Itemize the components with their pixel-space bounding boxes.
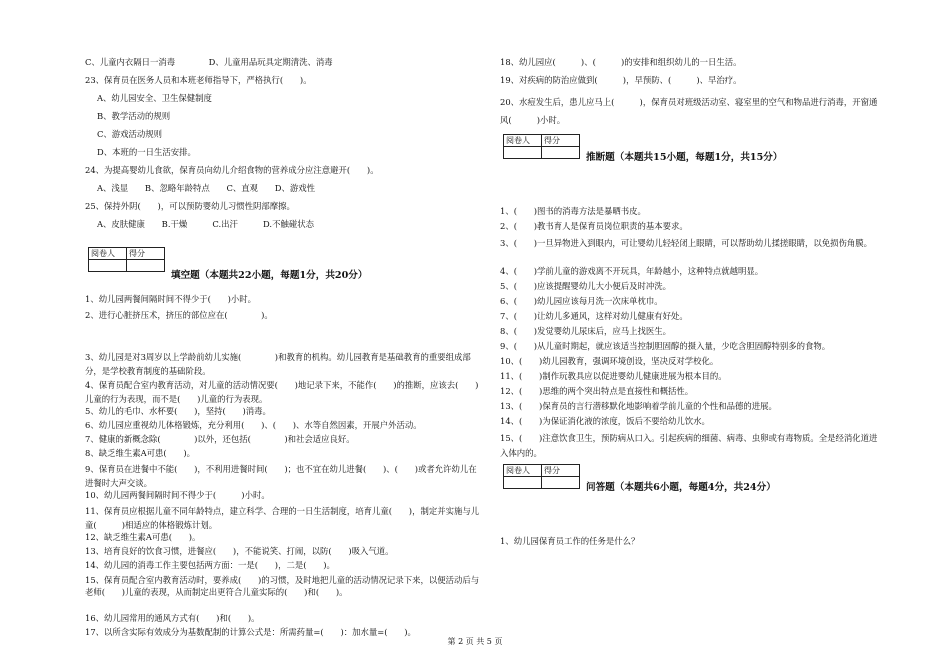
score-cell[interactable] [542,477,580,489]
judgment-item: 3、( )一旦异物进入到眼内，可让婴幼儿轻轻闭上眼睛，可以帮助幼儿揉搓眼睛，以免损伤角膜。 [500,238,872,248]
score-box [88,247,165,272]
judgment-item: 15、( )注意饮食卫生，预防病从口入。引起疾病的细菌、病毒、虫卵或有毒物质。全是经消化道进入体内的。 [500,433,878,458]
judgment-item: 5、( )应该提醒婴幼儿大小便后及时冲洗。 [500,281,671,291]
score-label: 得分 [542,135,580,147]
score-label: 得分 [542,465,580,477]
fill-in-item: 12、缺乏维生素A可患( )。 [85,532,201,542]
question-option-line: C、儿童内衣隔日一消毒 D、儿童用品玩具定期清洗、消毒 [85,57,333,67]
question-option-line: A、皮肤健康 B.干燥 C.出汗 D.不触碰状态 [97,219,314,229]
reviewer-cell[interactable] [504,477,542,489]
judgment-item: 4、( )学前儿童的游戏离不开玩具，年龄越小，这种特点就越明显。 [500,266,764,276]
score-box [503,134,580,159]
fill-in-item: 11、保育员应根据儿童不同年龄特点，建立科学、合理的一日生活制度，培育儿童( )，制定并实施与儿童( )相适应的体格锻炼计划。 [85,506,480,530]
judgment-item: 6、( )幼儿园应该每月洗一次床单枕巾。 [500,296,663,306]
fill-in-item: 18、幼儿园应( )、( )的安排和组织幼儿的一日生活。 [500,57,742,67]
qa-item: 1、幼儿园保育员工作的任务是什么？ [500,536,640,546]
fill-in-item: 9、保育员在进餐中不能( )，不利用进餐时间( )；也不宜在幼儿进餐( )、( )或者允许幼儿在进餐时大声交谈。 [85,464,477,488]
score-cell[interactable] [127,260,165,272]
fill-in-item: 20、水痘发生后，患儿应马上( )，保育员对班级活动室、寝室里的空气和物品进行消毒，开窗通风( )小时。 [500,97,878,125]
fill-in-item: 8、缺乏维生素A可患( )。 [85,448,196,458]
section-title-judgment: 推断题（本题共15小题，每题1分，共15分） [586,152,783,163]
fill-in-item: 17、以所含实际有效成分为基数配制的计算公式是：所需药量=( )：加水量=( )。 [85,627,416,637]
fill-in-item: 16、幼儿园常用的通风方式有( )和( )。 [85,613,260,623]
judgment-item: 8、( )发觉婴幼儿尿床后，应马上找医生。 [500,326,671,336]
fill-in-item: 1、幼儿园两餐间隔时间不得少于( )小时。 [85,294,256,304]
score-box [503,464,580,489]
fill-in-item: 5、幼儿的毛巾、水杯要( )，坚持( )消毒。 [85,406,271,416]
fill-in-item: 3、幼儿园是对3周岁以上学龄前幼儿实施( )和教育的机构。幼儿园教育是基础教育的重要组成部分，是学校教育制度的基础阶段。 [85,352,471,376]
reviewer-label: 阅卷人 [504,135,542,147]
reviewer-label: 阅卷人 [504,465,542,477]
fill-in-item: 7、健康的新概念除( )以外，还包括( )和社会适应良好。 [85,434,355,444]
fill-in-item: 4、保育员配合室内教育活动，对儿童的活动情况要( )地记录下来，不能作( )的推断，应该去( )儿童的行为表现，而不是( )儿童的行为表现。 [85,380,479,404]
section-title-qa: 问答题（本题共6小题，每题4分，共24分） [586,482,776,493]
judgment-item: 10、( )幼儿园教育，强调环境创设，坚决反对学校化。 [500,356,719,366]
judgment-item: 13、( )保育员的言行潜移默化地影响着学前儿童的个性和品德的进展。 [500,401,777,411]
question-option-line: C、游戏活动规则 [97,129,163,139]
fill-in-item: 19、对疾病的防治应做到( )，早预防、( )、早治疗。 [500,75,742,85]
question-stem: 23、保育员在医务人员和本班老师指导下，严格执行( )。 [85,75,312,85]
judgment-item: 1、( )图书的消毒方法是暴晒书皮。 [500,206,646,216]
question-stem: 25、保持外阴( )，可以预防婴幼儿习惯性阴部摩擦。 [85,201,295,211]
question-option-line: A、浅显 B、忽略年龄特点 C、直观 D、游戏性 [97,183,315,193]
judgment-item: 9、( )从儿童时期起，就应该适当控制胆固醇的摄入量，少吃含胆固醇特别多的食物。 [500,341,831,351]
fill-in-item: 2、进行心脏挤压术，挤压的部位应在( )。 [85,310,273,320]
judgment-item: 11、( )制作玩教具应以促进婴幼儿健康进展为根本目的。 [500,371,727,381]
page-footer: 第 2 页 共 5 页 [447,637,503,646]
reviewer-label: 阅卷人 [89,248,127,260]
fill-in-item: 15、保育员配合室内教育活动时，要养成( )的习惯，及时地把儿童的活动情况记录下来，以便活动后与老师( )儿童的表现，从而制定出更符合儿童实际的( )和( )。 [85,575,480,597]
score-cell[interactable] [542,147,580,159]
fill-in-item: 14、幼儿园的消毒工作主要包括两方面：一是( )，二是( )。 [85,560,335,570]
question-option-line: B、教学活动的规则 [97,111,171,121]
judgment-item: 12、( )思维的两个突出特点是直接性和概括性。 [500,386,694,396]
question-stem: 24、为提高婴幼儿食欲，保育员向幼儿介绍食物的营养成分应注意避开( )。 [85,165,379,175]
question-option-line: D、本班的一日生活安排。 [97,147,196,157]
fill-in-item: 13、培育良好的饮食习惯，进餐应( )，不能说笑、打闹，以防( )吸入气道。 [85,546,394,556]
reviewer-cell[interactable] [89,260,127,272]
judgment-item: 14、( )为保证消化液的浓度，饭后不要给幼儿饮水。 [500,416,710,426]
judgment-item: 7、( )让幼儿多通风，这样对幼儿健康有好处。 [500,311,688,321]
judgment-item: 2、( )教书育人是保育员岗位职责的基本要求。 [500,221,688,231]
reviewer-cell[interactable] [504,147,542,159]
question-option-line: A、幼儿园安全、卫生保健制度 [97,93,212,103]
section-title-fill-in: 填空题（本题共22小题，每题1分，共20分） [171,270,368,281]
fill-in-item: 10、幼儿园两餐间隔时间不得少于( )小时。 [85,490,270,500]
fill-in-item: 6、幼儿园应重视幼儿体格锻炼，充分利用( )、( )、水等自然因素，开展户外活动。 [85,420,422,430]
score-label: 得分 [127,248,165,260]
